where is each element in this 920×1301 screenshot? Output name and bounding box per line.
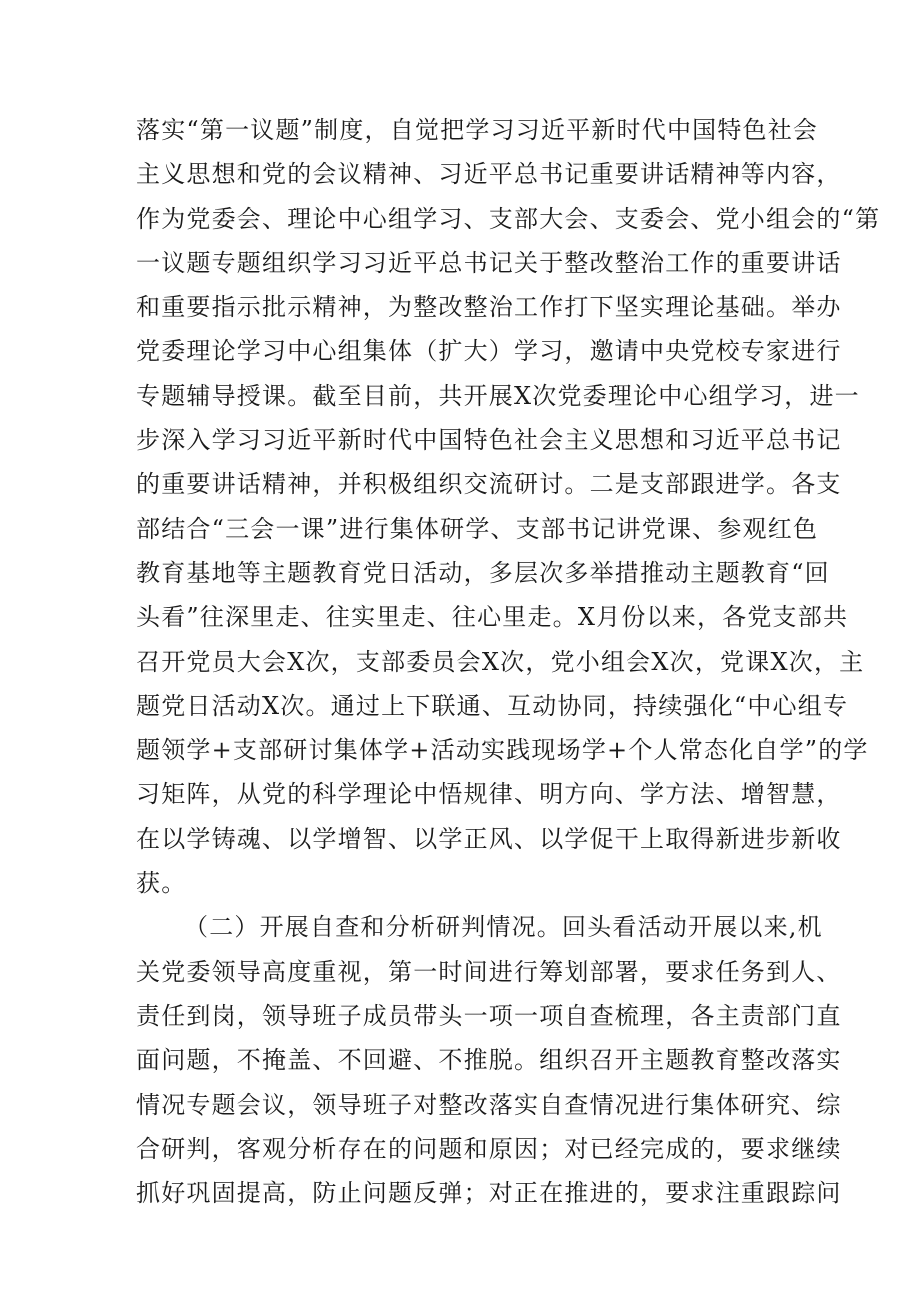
paragraph-line: 头看”往深里走、往实里走、往心里走。X月份以来，各党支部共: [136, 603, 849, 632]
paragraph-line: 一议题专题组织学习习近平总书记关于整改整治工作的重要讲话: [136, 248, 842, 277]
paragraph-line: 在以学铸魂、以学增智、以学正风、以学促干上取得新进步新收: [136, 824, 842, 853]
paragraph-line: 召开党员大会X次，支部委员会X次，党小组会X次，党课X次，主: [136, 647, 865, 676]
paragraph-line: 部结合“三会一课”进行集体研学、支部书记讲党课、参观红色: [136, 514, 819, 543]
paragraph-line: 步深入学习习近平新时代中国特色社会主义思想和习近平总书记: [136, 426, 842, 455]
document-body: [136, 108, 881, 1215]
paragraph-line: 合研判，客观分析存在的问题和原因；对已经完成的，要求继续: [136, 1134, 842, 1163]
paragraph-line: 落实“第一议题”制度，自觉把学习习近平新时代中国特色社会: [136, 116, 819, 144]
paragraph-line: 题党日活动X次。通过上下联通、互动协同，持续强化“中心组专: [136, 691, 849, 720]
paragraph-line: 面问题，不掩盖、不回避、不推脱。组织召开主题教育整改落实: [136, 1046, 842, 1075]
paragraph-line: 党委理论学习中心组集体（扩大）学习，邀请中央党校专家进行: [136, 337, 842, 366]
paragraph-line: 题领学+支部研讨集体学+活动实践现场学+个人常态化自学”的学: [136, 736, 869, 765]
paragraph-line: 情况专题会议，领导班子对整改落实自查情况进行集体研究、综: [136, 1090, 842, 1119]
paragraph-line: 的重要讲话精神，并积极组织交流研讨。二是支部跟进学。各支: [136, 470, 842, 499]
paragraph-2: [136, 905, 842, 1215]
paragraph-line: 责任到岗，领导班子成员带头一项一项自查梳理，各主责部门直: [136, 1001, 842, 1030]
paragraph-line: 关党委领导高度重视，第一时间进行筹划部署，要求任务到人、: [136, 957, 842, 986]
paragraph-line: 主义思想和党的会议精神、习近平总书记重要讲话精神等内容，: [136, 160, 842, 189]
paragraph-line: 抓好巩固提高，防止问题反弹；对正在推进的，要求注重跟踪问: [136, 1179, 842, 1208]
paragraph-line: 教育基地等主题教育党日活动，多层次多举措推动主题教育“回: [136, 558, 830, 587]
paragraph-line: 获。: [136, 869, 187, 898]
paragraph-line: 习矩阵，从党的科学理论中悟规律、明方向、学方法、增智慧，: [136, 780, 842, 809]
paragraph-line: 专题辅导授课。截至目前，共开展X次党委理论中心组学习，进一: [136, 381, 860, 410]
section-heading-line: （二）开展自查和分析研判情况。回头看活动开展以来,机: [184, 913, 823, 942]
paragraph-line: 作为党委会、理论中心组学习、支部大会、支委会、党小组会的“第: [136, 204, 881, 233]
paragraph-1: [136, 108, 881, 905]
paragraph-line: 和重要指示批示精神，为整改整治工作打下坚实理论基础。举办: [136, 293, 842, 322]
